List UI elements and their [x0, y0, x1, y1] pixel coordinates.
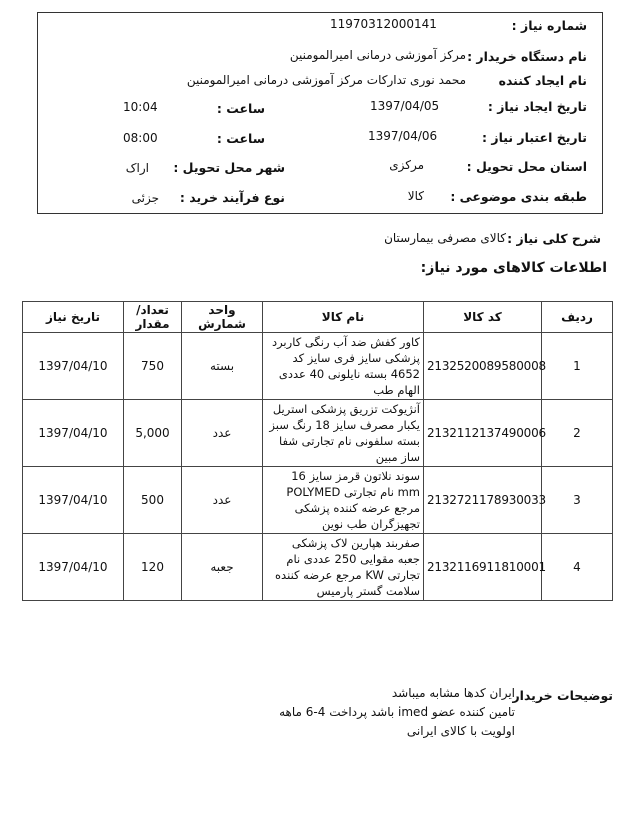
row-qty: 5,000 — [124, 400, 182, 467]
header-code: کد کالا — [424, 302, 542, 333]
row-unit: جعبه — [182, 534, 263, 601]
category-value: کالا — [407, 189, 424, 203]
table-row — [23, 467, 613, 534]
city-value: اراک — [125, 161, 149, 175]
row-name: کاور کفش ضد آب رنگی کاربرد پزشکی سایز فری سایز کد 4652 بسته نایلونی 40 عددی الهام طب — [263, 333, 424, 400]
row-date: 1397/04/10 — [23, 467, 124, 534]
notes-line: اولویت با کالای ایرانی — [406, 724, 515, 738]
row-index: 1 — [542, 333, 613, 400]
category-label: طبقه بندی موضوعی : — [450, 189, 587, 204]
buyer-org-value: مرکز آموزشی درمانی امیرالمومنین — [289, 48, 466, 62]
row-unit: عدد — [182, 467, 263, 534]
valid-date-label: تاریخ اعتبار نیاز : — [482, 130, 587, 145]
row-unit: بسته — [182, 333, 263, 400]
header-date: تاریخ نیاز — [23, 302, 124, 333]
summary-value: کالای مصرفی بیمارستان — [384, 231, 506, 245]
buyer-org-label: نام دستگاه خریدار : — [467, 49, 587, 64]
row-unit: عدد — [182, 400, 263, 467]
process-value: جزئی — [131, 191, 159, 205]
table-header-row — [23, 302, 613, 333]
table-row — [23, 333, 613, 400]
header-name: نام کالا — [263, 302, 424, 333]
items-section-title: اطلاعات کالاهای مورد نیاز: — [420, 260, 607, 276]
row-code: 2132520089580008 — [424, 333, 542, 400]
header-unit: واحد شمارش — [182, 302, 263, 333]
notes-line: ایران کدها مشابه میباشد — [391, 686, 515, 700]
province-label: استان محل تحویل : — [466, 159, 587, 174]
row-name: آنژیوکت تزریق پزشکی استریل یکبار مصرف سایز 18 رنگ سبز بسته سلفونی نام تجارتی شفا ساز مبین — [263, 400, 424, 467]
notes-line: تامین کننده عضو imed باشد پرداخت 4-6 ماهه — [279, 705, 515, 719]
create-date-label: تاریخ ایجاد نیاز : — [487, 99, 587, 114]
summary-label: شرح کلی نیاز : — [507, 231, 601, 246]
creator-value: محمد نوری تدارکات مرکز آموزشی درمانی امیرالمومنین — [186, 73, 466, 87]
create-time-label: ساعت : — [216, 101, 265, 116]
row-code: 2132721178930033 — [424, 467, 542, 534]
header-index: ردیف — [542, 302, 613, 333]
row-code: 2132112137490006 — [424, 400, 542, 467]
valid-date-value: 1397/04/06 — [368, 129, 438, 143]
items-table — [22, 301, 613, 601]
valid-time-value: 08:00 — [123, 131, 158, 145]
city-label: شهر محل تحویل : — [173, 160, 285, 175]
need-number-value: 11970312000141 — [330, 17, 437, 31]
table-row — [23, 534, 613, 601]
row-date: 1397/04/10 — [23, 534, 124, 601]
notes-label: توضیحات خریدار — [512, 688, 613, 703]
row-date: 1397/04/10 — [23, 333, 124, 400]
row-date: 1397/04/10 — [23, 400, 124, 467]
header-qty: تعداد/ مقدار — [124, 302, 182, 333]
create-date-value: 1397/04/05 — [370, 99, 440, 113]
row-qty: 750 — [124, 333, 182, 400]
row-name: صفربند هپارین لاک پزشکی جعبه مقوایی 250 عددی نام تجارتی KW مرجع عرضه کننده سلامت گستر پارمیس — [263, 534, 424, 601]
create-time-value: 10:04 — [123, 100, 158, 114]
row-qty: 120 — [124, 534, 182, 601]
row-index: 3 — [542, 467, 613, 534]
need-number-label: شماره نیاز : — [511, 18, 587, 33]
row-index: 4 — [542, 534, 613, 601]
process-label: نوع فرآیند خرید : — [179, 190, 285, 205]
row-index: 2 — [542, 400, 613, 467]
creator-label: نام ایجاد کننده — [498, 73, 587, 88]
row-qty: 500 — [124, 467, 182, 534]
table-row — [23, 400, 613, 467]
row-name: سوند نلاتون قرمز سایز 16 mm نام تجارتی POLYMED مرجع عرضه کننده پزشکی تجهیزگران طب نوین — [263, 467, 424, 534]
valid-time-label: ساعت : — [216, 131, 265, 146]
province-value: مرکزی — [389, 158, 424, 172]
row-code: 2132116911810001 — [424, 534, 542, 601]
